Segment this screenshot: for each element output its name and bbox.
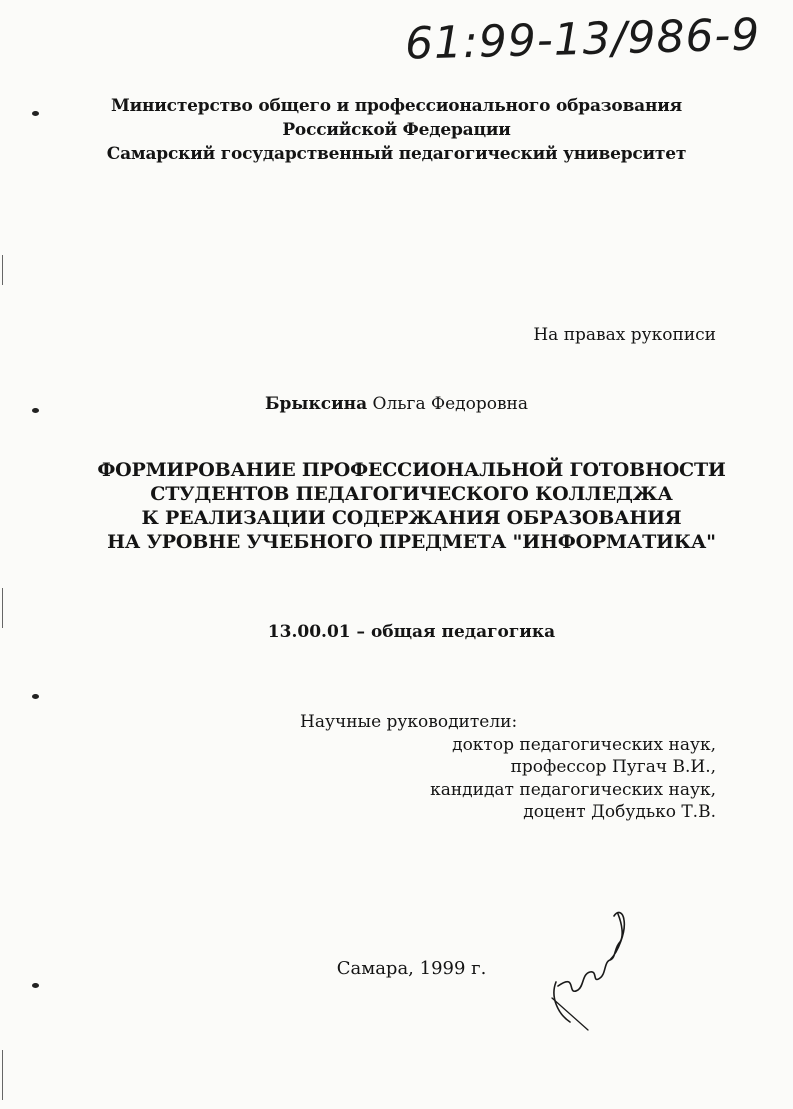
supervisors-block [300, 711, 716, 824]
institution-header [60, 94, 733, 166]
place-year: Самара, 1999 г. [336, 958, 487, 979]
scan-mark [32, 983, 39, 988]
scan-edge-line [2, 1050, 3, 1100]
author-given-names: Ольга Федоровна [372, 394, 529, 414]
dissertation-title [60, 458, 763, 554]
supervisor-line: кандидат педагогических наук, [430, 779, 716, 800]
manuscript-note: На правах рукописи [533, 325, 716, 345]
supervisor-line: доктор педагогических наук, [452, 734, 716, 755]
supervisor-line: доцент Добудько Т.В. [523, 802, 716, 822]
title-line: К РЕАЛИЗАЦИИ СОДЕРЖАНИЯ ОБРАЗОВАНИЯ [141, 507, 682, 529]
title-line: СТУДЕНТОВ ПЕДАГОГИЧЕСКОГО КОЛЛЕДЖА [150, 483, 673, 505]
scan-mark [32, 694, 39, 699]
scan-edge-line [2, 255, 3, 285]
title-line: НА УРОВНЕ УЧЕБНОГО ПРЕДМЕТА "ИНФОРМАТИКА" [107, 531, 716, 553]
author-surname: Брыксина [264, 394, 368, 414]
university-name: Самарский государственный педагогический университет [106, 144, 687, 164]
country-name: Российской Федерации [282, 120, 511, 140]
supervisor-line: профессор Пугач В.И., [510, 757, 716, 777]
supervisors-heading: Научные руководители: [300, 712, 518, 732]
scan-mark [32, 111, 39, 116]
author-signature [548, 902, 638, 1032]
author-name [200, 394, 593, 414]
title-line: ФОРМИРОВАНИЕ ПРОФЕССИОНАЛЬНОЙ ГОТОВНОСТИ [97, 459, 726, 481]
archive-code-handwritten: 61:99-13/986-9 [404, 9, 761, 70]
specialty-code: 13.00.01 – общая педагогика [267, 622, 556, 642]
ministry-name: Министерство общего и профессионального образования [110, 96, 683, 116]
scan-mark [32, 408, 39, 413]
scan-edge-line [2, 588, 3, 628]
